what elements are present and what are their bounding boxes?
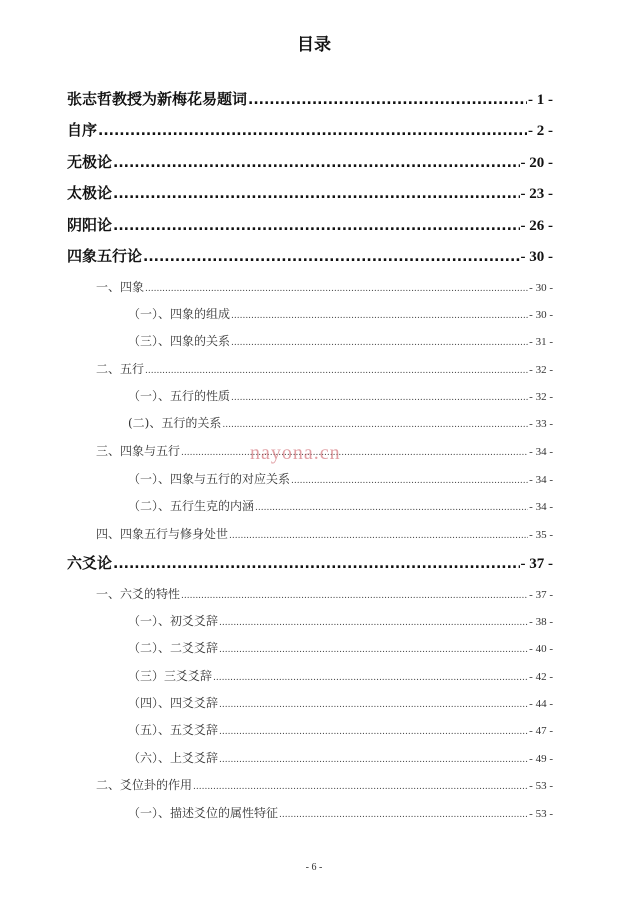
toc-entry[interactable]: [67, 245, 553, 265]
leader-dots: [229, 531, 528, 541]
toc-entry-label: 一、六爻的特性: [96, 587, 181, 601]
toc-entry[interactable]: [128, 721, 553, 737]
toc-entry[interactable]: [96, 776, 553, 792]
toc-entry-page: - 1 -: [528, 92, 553, 108]
toc-entry-label: （一）、五行的性质: [128, 389, 231, 403]
toc-entry[interactable]: [67, 552, 553, 572]
toc-entry-label: （一）、初爻爻辞: [128, 614, 219, 628]
toc-entry[interactable]: [96, 585, 553, 601]
toc-entry-label: 自序: [67, 121, 98, 139]
toc-entry[interactable]: [67, 88, 553, 108]
toc-entry[interactable]: [128, 804, 553, 820]
toc-entry-page: - 30 -: [520, 249, 553, 265]
toc-entry-page: - 49 -: [529, 753, 553, 765]
toc-entry[interactable]: [67, 182, 553, 202]
toc-entry[interactable]: [128, 667, 553, 683]
leader-dots: [145, 366, 528, 376]
toc-entry-page: - 38 -: [529, 616, 553, 628]
toc-entry-label: （二）、五行生克的内涵: [128, 499, 255, 513]
toc-entry-page: - 34 -: [529, 474, 553, 486]
toc-entry[interactable]: [128, 414, 553, 430]
toc-entry[interactable]: [128, 470, 553, 486]
leader-dots: [181, 448, 528, 458]
leader-dots: [231, 311, 528, 321]
toc-entry-label: （一）、四象的组成: [128, 307, 231, 321]
toc-entry-label: （一）、描述爻位的属性特征: [128, 806, 279, 820]
toc-entry-page: - 34 -: [529, 501, 553, 513]
toc-entry[interactable]: [128, 639, 553, 655]
toc-entry-page: - 32 -: [529, 391, 553, 403]
toc-entry-page: - 31 -: [529, 336, 553, 348]
toc-entry-label: 无极论: [67, 153, 113, 171]
page-number-footer: - 6 -: [305, 862, 323, 873]
toc-entry[interactable]: [67, 214, 553, 234]
leader-dots: [231, 393, 528, 403]
leader-dots: [222, 420, 528, 430]
leader-dots: [193, 782, 528, 792]
toc-entry[interactable]: [96, 360, 553, 376]
toc-entry[interactable]: [128, 332, 553, 348]
leader-dots: [113, 155, 519, 171]
toc-entry-label: 太极论: [67, 184, 113, 202]
toc-entry-page: - 47 -: [529, 725, 553, 737]
toc-entry-label: （三）、四象的关系: [128, 334, 231, 348]
toc-entry-page: - 33 -: [529, 418, 553, 430]
leader-dots: [143, 249, 519, 265]
toc-entry-page: - 30 -: [529, 282, 553, 294]
toc-entry-label: （四）、四爻爻辞: [128, 696, 219, 710]
toc-entry-page: - 20 -: [520, 155, 553, 171]
leader-dots: [181, 591, 528, 601]
toc-entry[interactable]: [128, 749, 553, 765]
toc-entry-page: - 23 -: [520, 186, 553, 202]
toc-entry[interactable]: [128, 694, 553, 710]
toc-entry-label: 二、爻位卦的作用: [96, 778, 193, 792]
toc-entry[interactable]: [128, 305, 553, 321]
toc-entry-page: - 42 -: [529, 671, 553, 683]
leader-dots: [219, 645, 528, 655]
leader-dots: [145, 284, 528, 294]
toc-entry[interactable]: [128, 497, 553, 513]
toc-entry-page: - 37 -: [529, 589, 553, 601]
toc-entry-page: - 30 -: [529, 309, 553, 321]
toc-entry[interactable]: [96, 525, 553, 541]
toc-entry-page: - 53 -: [529, 808, 553, 820]
toc-entry-label: （三）三爻爻辞: [128, 669, 213, 683]
leader-dots: [213, 673, 528, 683]
toc-entry-page: - 2 -: [528, 123, 553, 139]
toc-entry-page: - 53 -: [529, 780, 553, 792]
toc-entry[interactable]: [67, 119, 553, 139]
toc-entry-label: 六爻论: [67, 554, 113, 572]
toc-entry-label: （一）、四象与五行的对应关系: [128, 472, 291, 486]
toc-entry-label: 张志哲教授为新梅花易题词: [67, 90, 248, 108]
toc-entry-page: - 37 -: [520, 556, 553, 572]
leader-dots: [219, 727, 528, 737]
leader-dots: [113, 218, 519, 234]
toc-entry-page: - 35 -: [529, 529, 553, 541]
toc-entry-page: - 40 -: [529, 643, 553, 655]
toc-entry[interactable]: [67, 151, 553, 171]
toc-entry-label: 一、四象: [96, 280, 145, 294]
leader-dots: [255, 503, 528, 513]
toc-entry[interactable]: [128, 387, 553, 403]
leader-dots: [279, 810, 528, 820]
leader-dots: [248, 92, 527, 108]
leader-dots: [219, 700, 528, 710]
toc-entry-page: - 26 -: [520, 218, 553, 234]
toc-entry-page: - 34 -: [529, 446, 553, 458]
toc-entry-label: 二、五行: [96, 362, 145, 376]
toc-entry[interactable]: [96, 278, 553, 294]
toc-entry-label: （五）、五爻爻辞: [128, 723, 219, 737]
leader-dots: [98, 123, 527, 139]
toc-entry-label: （二）、二爻爻辞: [128, 641, 219, 655]
watermark: nayona.cn: [250, 442, 341, 464]
leader-dots: [231, 338, 528, 348]
toc-entry-page: - 44 -: [529, 698, 553, 710]
toc-entry-label: (二)、五行的关系: [128, 416, 222, 430]
toc-entry-label: 四、四象五行与修身处世: [96, 527, 229, 541]
toc-entry-label: （六）、上爻爻辞: [128, 751, 219, 765]
leader-dots: [219, 755, 528, 765]
leader-dots: [113, 556, 519, 572]
leader-dots: [291, 476, 528, 486]
page-title: 目录: [297, 35, 331, 55]
leader-dots: [219, 618, 528, 628]
toc-entry-label: 四象五行论: [67, 247, 143, 265]
toc-entry[interactable]: [128, 612, 553, 628]
toc-entry-label: 阴阳论: [67, 216, 113, 234]
toc-entry-label: 三、四象与五行: [96, 444, 181, 458]
toc-entry-page: - 32 -: [529, 364, 553, 376]
leader-dots: [113, 186, 519, 202]
